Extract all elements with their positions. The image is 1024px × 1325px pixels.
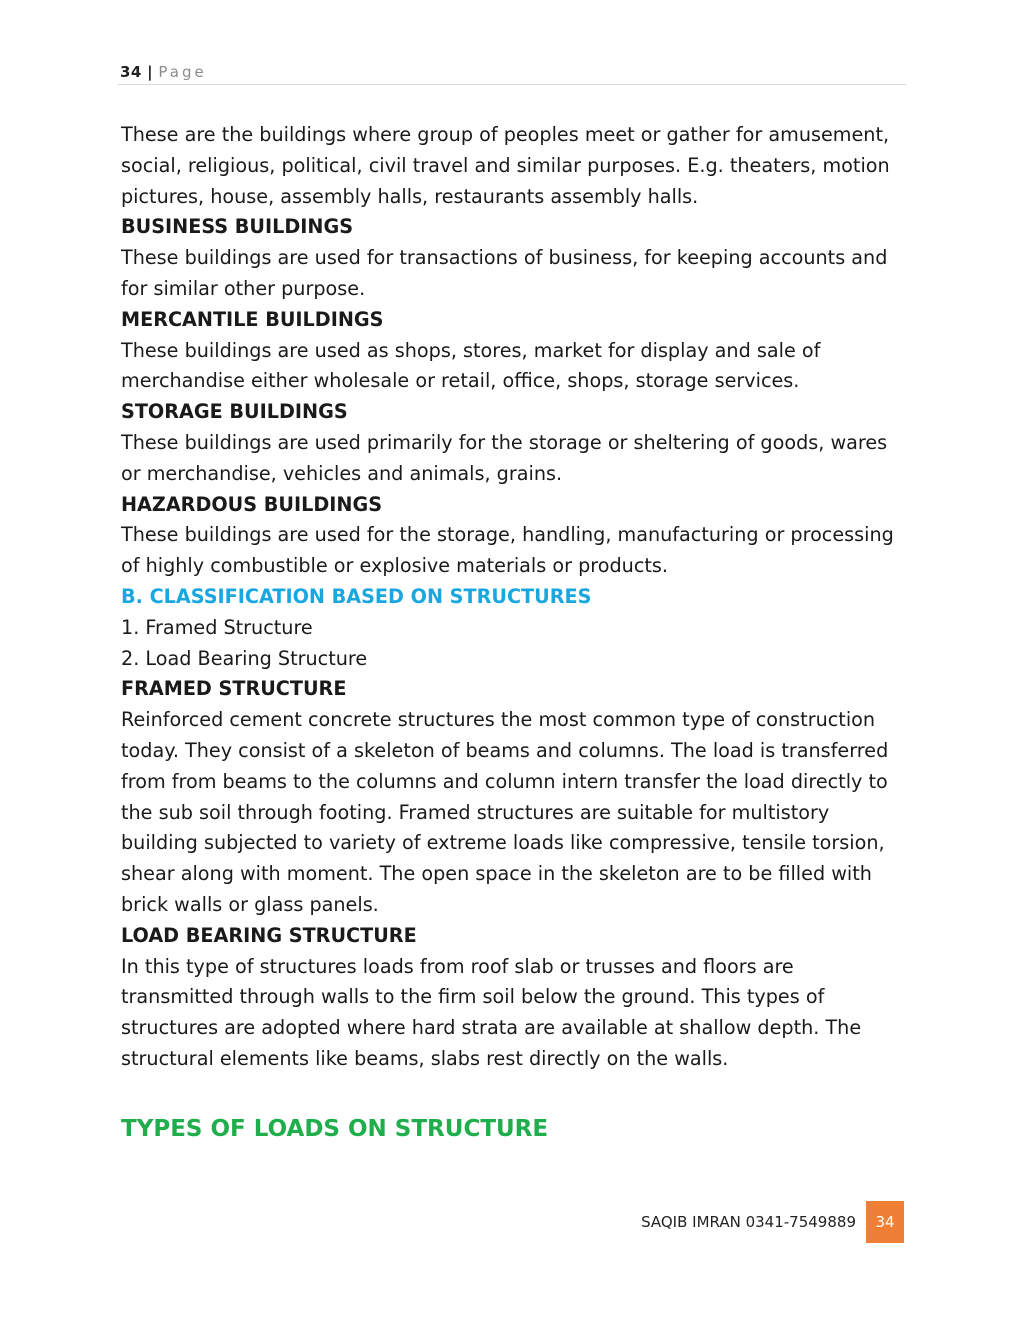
header-page-number: 34 bbox=[120, 63, 142, 81]
load-bearing-structure-text: In this type of structures loads from roof slab or trusses and floors are transmitted through walls to the firm soil below the ground. This types of structures are adopted where hard strata are available at shallow depth. The structural elements like beams, slabs rest directly on the walls. bbox=[121, 954, 862, 1070]
header-separator: | bbox=[147, 63, 154, 81]
list-item: 2. Load Bearing Structure bbox=[121, 646, 368, 670]
list-item: 1. Framed Structure bbox=[121, 615, 313, 639]
page-footer bbox=[641, 1201, 904, 1243]
business-buildings-heading: BUSINESS BUILDINGS bbox=[121, 215, 354, 239]
business-buildings-text: These buildings are used for transactions of business, for keeping accounts and for similar other purpose. bbox=[121, 246, 888, 300]
page-header bbox=[120, 62, 207, 82]
storage-buildings-heading: STORAGE BUILDINGS bbox=[121, 400, 348, 424]
mercantile-buildings-heading: MERCANTILE BUILDINGS bbox=[121, 307, 384, 331]
footer-author: SAQIB IMRAN 0341-7549889 bbox=[641, 1213, 856, 1231]
framed-structure-heading: FRAMED STRUCTURE bbox=[121, 677, 347, 701]
section-title: TYPES OF LOADS ON STRUCTURE bbox=[121, 1116, 549, 1142]
document-body bbox=[121, 120, 911, 1075]
intro-paragraph: These are the buildings where group of peoples meet or gather for amusement, social, religious, political, civil travel and similar purposes. E.g. theaters, motion pictures, house, assembly halls, restaurants assembly halls. bbox=[121, 123, 890, 208]
header-divider bbox=[118, 84, 906, 85]
classification-heading: B. CLASSIFICATION BASED ON STRUCTURES bbox=[121, 584, 592, 608]
header-page-label: Page bbox=[158, 63, 207, 81]
footer-page-number-badge: 34 bbox=[866, 1201, 904, 1243]
framed-structure-text: Reinforced cement concrete structures the most common type of construction today. They consist of a skeleton of beams and columns. The load is transferred from from beams to the columns and column intern transfer the load directly to the sub soil through footing. Framed structures are suitable for multistory building subjected to variety of extreme loads like compressive, tensile torsion, shear along with moment. The open space in the skeleton are to be filled with brick walls or glass panels. bbox=[121, 708, 889, 916]
load-bearing-structure-heading: LOAD BEARING STRUCTURE bbox=[121, 923, 417, 947]
mercantile-buildings-text: These buildings are used as shops, stores, market for display and sale of merchandise either wholesale or retail, office, shops, storage services. bbox=[121, 338, 821, 393]
storage-buildings-text: These buildings are used primarily for the storage or sheltering of goods, wares or merchandise, vehicles and animals, grains. bbox=[121, 430, 888, 485]
hazardous-buildings-heading: HAZARDOUS BUILDINGS bbox=[121, 492, 383, 516]
hazardous-buildings-text: These buildings are used for the storage, handling, manufacturing or processing of highly combustible or explosive materials or products. bbox=[121, 523, 894, 578]
